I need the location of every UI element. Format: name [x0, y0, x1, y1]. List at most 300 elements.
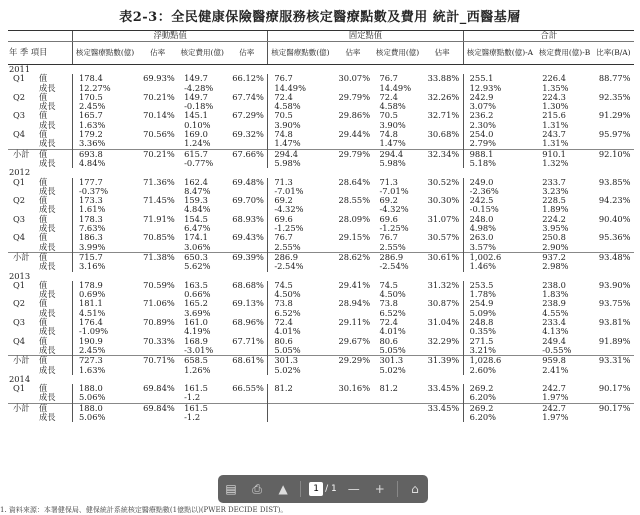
table-cell: 1.97%	[542, 411, 569, 422]
table-cell: 3.57%	[463, 243, 536, 253]
table-cell: 215.6	[542, 110, 566, 121]
table-cell	[332, 403, 373, 413]
table-cell: 727.3	[73, 356, 138, 366]
table-cell: 71.45%	[143, 195, 175, 206]
table-cell: -0.55%	[542, 344, 572, 355]
table-cell: 4.51%	[73, 309, 138, 318]
table-cell: 650.3	[178, 252, 226, 262]
table-cell: 70.14%	[143, 110, 175, 121]
table-cell	[593, 159, 634, 168]
table-cell	[137, 262, 178, 271]
table-cell	[137, 366, 178, 375]
zoom-out-button[interactable]: —	[347, 482, 360, 496]
table-cell: 66.55%	[232, 383, 264, 394]
table-cell: 6.52%	[379, 307, 406, 318]
table-cell: 29.79%	[332, 149, 373, 159]
table-cell: 1.46%	[463, 262, 536, 271]
table-cell: -2.54%	[268, 262, 333, 271]
table-cell	[137, 243, 178, 253]
table-cell: 69.48%	[232, 176, 264, 187]
table-cell: 4.84%	[184, 204, 211, 215]
table-cell: 4.58%	[379, 101, 406, 112]
pdf-viewer-toolbar	[218, 475, 428, 503]
table-cell: 80.6	[268, 337, 333, 346]
table-cell: 33.88%	[427, 73, 460, 84]
table-cell: 242.7	[542, 383, 566, 394]
quarter-label: 小計	[13, 148, 30, 159]
table-row	[8, 366, 634, 375]
table-cell: 67.71%	[232, 335, 264, 346]
table-cell: -4.28%	[184, 82, 214, 93]
column-header: 核定醫療點數(億)-A	[463, 42, 536, 65]
table-cell: 73.8	[268, 299, 333, 308]
table-cell: 1.63%	[73, 366, 138, 375]
table-cell: 28.64%	[338, 176, 371, 187]
table-cell: 6.20%	[463, 413, 536, 422]
table-cell: -3.01%	[184, 344, 214, 355]
quarter-label: Q1	[13, 279, 26, 290]
table-cell: 3.99%	[73, 243, 138, 253]
table-cell: 76.7	[268, 233, 333, 242]
table-cell: 162.4	[184, 176, 208, 187]
table-cell: 6.52%	[268, 309, 333, 318]
table-cell	[332, 413, 373, 422]
year-label: 2012	[9, 167, 31, 178]
table-cell: 715.7	[73, 252, 138, 262]
table-cell: 910.1	[536, 149, 593, 159]
table-cell: 693.8	[73, 149, 138, 159]
save-icon[interactable]: ▤	[225, 482, 237, 496]
table-cell	[226, 393, 268, 403]
table-cell: 286.9	[373, 252, 421, 262]
table-cell: 29.44%	[338, 129, 371, 140]
table-cell	[268, 413, 333, 422]
table-cell	[593, 393, 634, 403]
table-cell	[593, 366, 634, 375]
table-cell: 242.5	[463, 196, 536, 205]
table-cell: 228.5	[542, 195, 566, 206]
table-cell	[422, 366, 464, 375]
table-cell: 168.9	[184, 335, 208, 346]
table-cell: 248.8	[463, 318, 536, 327]
table-cell: -7.01%	[379, 185, 409, 196]
table-cell: 32.34%	[422, 149, 464, 159]
table-cell	[373, 403, 421, 413]
table-cell: 69.84%	[143, 383, 175, 394]
table-cell: 0.69%	[73, 290, 138, 299]
item-label: 成長	[39, 82, 56, 93]
item-label: 值	[39, 251, 48, 262]
table-cell: 149.7	[184, 91, 208, 102]
table-cell: 32.26%	[427, 91, 460, 102]
table-cell: 988.1	[463, 149, 536, 159]
table-cell: 250.8	[542, 232, 566, 243]
table-cell: 937.2	[536, 252, 593, 262]
table-cell: 71.91%	[143, 213, 175, 224]
table-cell: 224.2	[542, 213, 566, 224]
table-cell: 1.89%	[542, 204, 569, 215]
table-cell: 93.85%	[598, 176, 631, 187]
table-cell: 145.1	[184, 110, 208, 121]
item-label: 值	[39, 176, 48, 187]
table-cell: 29.79%	[338, 91, 371, 102]
table-cell: -0.77%	[184, 157, 214, 168]
table-cell: 28.62%	[332, 252, 373, 262]
table-cell: 80.6	[379, 335, 398, 346]
group-fixed-header: 固定點值	[268, 31, 463, 42]
table-cell: 5.98%	[268, 159, 333, 168]
item-label: 值	[39, 129, 48, 140]
table-cell: 224.3	[542, 91, 566, 102]
table-cell	[332, 139, 373, 149]
quarter-label: Q1	[13, 73, 26, 84]
table-cell: 4.13%	[542, 326, 569, 337]
table-cell: 95.97%	[598, 129, 631, 140]
table-cell: 70.5	[379, 110, 398, 121]
table-cell	[137, 413, 178, 422]
table-cell: 76.7	[379, 73, 398, 84]
table-cell: 1.32%	[542, 157, 569, 168]
table-cell: 71.06%	[143, 298, 175, 309]
table-cell: 188.0	[73, 403, 138, 413]
table-cell: -4.32%	[268, 205, 333, 214]
quarter-label: Q4	[13, 232, 26, 243]
table-cell: 28.94%	[338, 298, 371, 309]
table-cell: 236.2	[463, 111, 536, 120]
page-total: / 1	[325, 484, 337, 494]
table-cell: 28.55%	[338, 195, 371, 206]
table-cell: 255.1	[463, 74, 536, 83]
table-cell	[593, 243, 634, 253]
table-cell: 243.7	[542, 129, 566, 140]
table-cell: 32.29%	[427, 335, 460, 346]
item-label: 值	[39, 317, 48, 328]
table-cell: 5.05%	[379, 344, 406, 355]
table-cell: 2.30%	[463, 121, 536, 130]
table-cell	[422, 139, 464, 149]
table-cell: 233.4	[542, 317, 566, 328]
item-label: 值	[39, 383, 48, 394]
item-label: 值	[39, 298, 48, 309]
table-cell: 242.9	[463, 93, 536, 102]
table-cell: 69.93%	[143, 73, 175, 84]
table-row	[8, 393, 634, 403]
quarter-label: Q1	[13, 383, 26, 394]
table-cell: 4.01%	[268, 327, 333, 336]
table-cell: 70.5	[268, 111, 333, 120]
table-cell: 14.49%	[379, 82, 412, 93]
table-cell: 70.56%	[143, 129, 175, 140]
table-cell	[593, 262, 634, 271]
table-cell: 5.98%	[379, 157, 406, 168]
table-cell: 6.47%	[184, 223, 211, 234]
table-cell: 1.31%	[542, 138, 569, 149]
quarter-label: 小計	[13, 251, 30, 262]
table-cell: 68.93%	[232, 213, 264, 224]
table-cell: 2.60%	[463, 366, 536, 375]
table-row	[8, 243, 634, 253]
item-label: 成長	[39, 326, 56, 337]
table-cell: 3.21%	[463, 346, 536, 356]
table-cell: 179.2	[73, 130, 138, 139]
table-cell: 31.07%	[427, 213, 460, 224]
table-cell: 29.41%	[338, 279, 371, 290]
table-cell: 2.90%	[542, 241, 569, 252]
table-cell: -0.18%	[184, 101, 214, 112]
table-cell: 163.5	[184, 279, 208, 290]
table-cell: 93.48%	[593, 252, 634, 262]
table-cell: 4.50%	[268, 290, 333, 299]
item-label: 值	[39, 148, 48, 159]
table-cell: 1,028.6	[463, 356, 536, 366]
table-cell: 30.87%	[427, 298, 460, 309]
table-cell: 149.7	[184, 73, 208, 84]
table-cell: 74.5	[379, 279, 398, 290]
table-cell: 0.10%	[184, 119, 211, 130]
item-label: 值	[39, 213, 48, 224]
table-cell: 188.0	[73, 384, 138, 393]
previous-page-icon[interactable]: ▲	[278, 482, 288, 496]
row-header-blank	[8, 31, 73, 42]
table-cell: 70.33%	[143, 335, 175, 346]
item-label: 成長	[39, 185, 56, 196]
table-cell: 90.40%	[598, 213, 631, 224]
table-cell: 67.66%	[226, 149, 268, 159]
column-header: 佔率	[226, 42, 268, 65]
table-cell: 3.69%	[184, 307, 211, 318]
table-cell: 169.0	[184, 129, 208, 140]
table-cell: 254.9	[463, 299, 536, 308]
table-cell	[226, 139, 268, 149]
table-cell: 269.2	[463, 403, 536, 413]
table-cell: 30.30%	[427, 195, 460, 206]
table-cell: 2.55%	[379, 241, 406, 252]
table-cell: 161.0	[184, 317, 208, 328]
table-cell: 90.17%	[598, 383, 631, 394]
table-cell	[332, 393, 373, 403]
table-cell: 2.41%	[542, 364, 569, 375]
table-cell: 66.12%	[232, 73, 264, 84]
table-cell: 174.1	[184, 232, 208, 243]
table-cell	[422, 243, 464, 253]
table-cell	[226, 403, 268, 413]
table-cell: 71.3	[268, 178, 333, 187]
item-label: 成長	[39, 261, 56, 272]
table-cell: 71.38%	[137, 252, 178, 262]
table-cell: 74.8	[379, 129, 398, 140]
table-cell: 29.67%	[338, 335, 371, 346]
table-cell: 181.1	[73, 299, 138, 308]
item-label: 成長	[39, 204, 56, 215]
table-cell: 5.62%	[184, 261, 211, 272]
table-cell: 615.7	[178, 149, 226, 159]
home-icon[interactable]: ⌂	[411, 482, 419, 496]
print-icon[interactable]: ⎙	[252, 481, 262, 496]
table-cell: 69.39%	[226, 252, 268, 262]
table-cell: 3.23%	[542, 185, 569, 196]
table-cell: 294.4	[373, 149, 421, 159]
item-label: 值	[39, 355, 48, 366]
table-cell	[226, 262, 268, 271]
table-cell	[268, 403, 333, 413]
table-cell: 178.3	[73, 215, 138, 224]
table-cell	[593, 413, 634, 422]
table-cell	[137, 393, 178, 403]
table-cell: 69.6	[379, 213, 398, 224]
table-cell: 93.31%	[593, 356, 634, 366]
row-header-label: 年 季 項目	[8, 42, 73, 65]
table-cell: 31.32%	[427, 279, 460, 290]
quarter-label: Q4	[13, 129, 26, 140]
item-label: 成長	[39, 157, 56, 168]
table-cell: 69.43%	[232, 232, 264, 243]
table-cell: 94.23%	[598, 195, 631, 206]
quarter-label: 小計	[13, 355, 30, 366]
table-cell: 88.77%	[598, 73, 631, 84]
table-cell: 30.07%	[338, 73, 371, 84]
item-label: 成長	[39, 101, 56, 112]
table-cell: 95.36%	[598, 232, 631, 243]
table-cell: -4.32%	[379, 204, 409, 215]
table-cell: 90.17%	[593, 403, 634, 413]
column-header: 核定費用(億)	[373, 42, 421, 65]
year-label: 2014	[9, 373, 31, 384]
table-cell: -0.15%	[463, 205, 536, 214]
item-label: 成長	[39, 241, 56, 252]
footnote: 1. 資料來源：本署健保局、健保統計系統核定醫療點數(1億點以)(PWER DECIDE DIST)。	[0, 506, 288, 514]
table-cell: 93.81%	[598, 317, 631, 328]
table-cell: 248.0	[463, 215, 536, 224]
table-cell: 73.8	[379, 298, 398, 309]
table-cell: 14.49%	[268, 84, 333, 93]
table-cell: 8.47%	[184, 185, 211, 196]
table-cell: 3.07%	[463, 102, 536, 111]
toolbar-divider	[397, 481, 398, 497]
table-cell: 81.2	[268, 384, 333, 393]
table-row	[8, 262, 634, 271]
group-total-header: 合計	[463, 31, 634, 42]
table-cell: 271.5	[463, 337, 536, 346]
table-cell: -2.54%	[379, 261, 409, 272]
column-header: 核定醫療點數(億)	[73, 42, 138, 65]
table-cell	[332, 159, 373, 168]
column-header: 核定醫療點數(億)	[268, 42, 333, 65]
quarter-label: Q3	[13, 110, 26, 121]
table-cell: 0.66%	[184, 289, 211, 300]
table-cell: 30.16%	[338, 383, 371, 394]
column-header: 比率(B/A)	[593, 42, 634, 65]
table-cell: 4.58%	[268, 102, 333, 111]
quarter-label: Q1	[13, 176, 26, 187]
table-cell: 70.59%	[143, 279, 175, 290]
table-cell: 92.10%	[593, 149, 634, 159]
zoom-in-button[interactable]: +	[374, 482, 385, 496]
table-cell: 30.52%	[427, 176, 460, 187]
table-cell: 233.7	[542, 176, 566, 187]
table-cell: 31.39%	[422, 356, 464, 366]
column-header: 佔率	[332, 42, 373, 65]
table-cell: 170.5	[73, 93, 138, 102]
table-cell: 161.5	[184, 383, 208, 394]
table-cell: -1.09%	[73, 327, 138, 336]
table-cell: 93.90%	[598, 279, 631, 290]
table-cell: 294.4	[268, 149, 333, 159]
table-cell: -1.25%	[379, 223, 409, 234]
table-cell: 3.36%	[73, 139, 138, 149]
page-indicator	[309, 482, 337, 496]
table-cell	[226, 243, 268, 253]
table-cell: 1.63%	[73, 121, 138, 130]
year-label: 2011	[9, 64, 31, 74]
item-label: 成長	[39, 364, 56, 375]
table-cell: 30.61%	[422, 252, 464, 262]
table-cell: 263.0	[463, 233, 536, 242]
table-cell: 72.4	[268, 318, 333, 327]
table-cell: 70.21%	[137, 149, 178, 159]
item-label: 值	[39, 335, 48, 346]
table-cell: 286.9	[268, 252, 333, 262]
table-cell: 29.15%	[338, 232, 371, 243]
table-cell: 1.35%	[542, 82, 569, 93]
table-cell: 0.35%	[463, 327, 536, 336]
table-cell: 1.47%	[268, 139, 333, 149]
table-cell: -1.2	[184, 411, 201, 422]
table-cell: 68.68%	[232, 279, 264, 290]
table-cell: 3.90%	[379, 119, 406, 130]
table-cell	[373, 413, 421, 422]
table-cell: 176.4	[73, 318, 138, 327]
table-cell: 74.5	[268, 281, 333, 290]
page-number-input[interactable]: 1	[309, 482, 323, 496]
table-cell: 72.4	[268, 93, 333, 102]
table-cell: 12.27%	[73, 84, 138, 93]
table-cell	[593, 139, 634, 149]
table-cell: 1.26%	[184, 364, 211, 375]
page-title: 表2-3：全民健康保險醫療服務核定醫療點數及費用 統計_西醫基層	[119, 10, 521, 25]
table-cell: 68.96%	[232, 317, 264, 328]
table-cell: 5.02%	[379, 364, 406, 375]
table-cell: 70.85%	[143, 232, 175, 243]
table-cell: -7.01%	[268, 187, 333, 196]
item-label: 成長	[39, 411, 56, 422]
table-cell: 31.04%	[427, 317, 460, 328]
table-cell: 253.5	[463, 281, 536, 290]
table-cell: 69.84%	[137, 403, 178, 413]
table-cell: 2.55%	[268, 243, 333, 253]
item-label: 值	[39, 232, 48, 243]
table-cell	[373, 393, 421, 403]
item-label: 成長	[39, 138, 56, 149]
table-cell: 28.09%	[338, 213, 371, 224]
table-cell: 71.3	[379, 176, 398, 187]
table-cell: 1,002.6	[463, 252, 536, 262]
table-cell: 1.97%	[542, 392, 569, 403]
table-cell: 74.8	[268, 130, 333, 139]
table-cell: 2.45%	[73, 102, 138, 111]
table-cell	[332, 262, 373, 271]
table-cell: 81.2	[379, 383, 398, 394]
table-cell: -1.2	[184, 392, 201, 403]
table-cell: 2.79%	[463, 139, 536, 149]
table-cell	[137, 159, 178, 168]
table-cell: 68.61%	[226, 356, 268, 366]
table-cell: 254.0	[463, 130, 536, 139]
quarter-label: 小計	[13, 402, 30, 413]
table-cell: 7.63%	[73, 224, 138, 233]
table-cell: 4.84%	[73, 159, 138, 168]
table-cell: 76.7	[379, 232, 398, 243]
table-cell: 3.16%	[73, 262, 138, 271]
